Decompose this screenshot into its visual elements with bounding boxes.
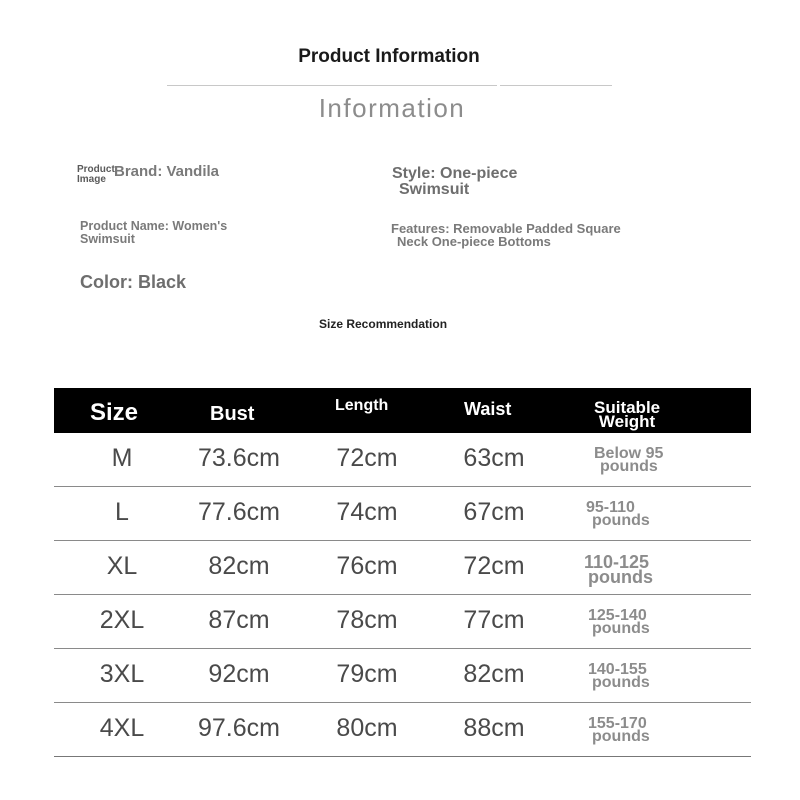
cell-length: 74cm: [336, 498, 398, 526]
cell-weight-range: 95-110: [586, 499, 635, 516]
cell-length: 72cm: [336, 444, 398, 472]
information-subtitle: Information: [318, 93, 466, 123]
cell-size: 4XL: [99, 714, 145, 742]
cell-bust: 73.6cm: [198, 444, 280, 472]
brand-text: Brand: Vandila: [114, 163, 220, 180]
style-text: [392, 166, 517, 198]
style-line1: Style: One-piece: [392, 165, 518, 182]
style-line2: Swimsuit: [399, 181, 470, 198]
cell-weight-unit: pounds: [592, 674, 650, 691]
cell-bust: 82cm: [208, 552, 270, 580]
cell-length: 76cm: [336, 552, 398, 580]
cell-weight-range: 155-170: [588, 715, 647, 732]
header-length: Length: [335, 397, 389, 414]
cell-waist: 63cm: [463, 444, 525, 472]
table-row: [54, 649, 751, 703]
size-table: [54, 388, 751, 757]
cell-bust: 87cm: [208, 606, 270, 634]
cell-weight-range: 110-125: [584, 552, 650, 572]
header-suitable-weight: [594, 398, 661, 431]
product-name-text: [80, 220, 280, 245]
title-divider-right: [500, 85, 612, 86]
cell-weight: [584, 501, 704, 527]
cell-length: 78cm: [336, 606, 398, 634]
cell-waist: 82cm: [463, 660, 525, 688]
size-recommendation-heading: Size Recommendation: [319, 317, 448, 331]
features-line2: Neck One-piece Bottoms: [397, 234, 551, 249]
cell-weight: [584, 447, 704, 473]
cell-size: L: [115, 498, 129, 526]
cell-weight-unit: pounds: [592, 620, 650, 637]
cell-weight: [584, 663, 704, 689]
cell-size: M: [111, 444, 133, 472]
header-weight-line1: Suitable: [594, 398, 661, 417]
cell-waist: 72cm: [463, 552, 525, 580]
product-name-line1: Product Name: Women's: [80, 219, 228, 233]
table-row: [54, 433, 751, 487]
cell-size: XL: [106, 552, 138, 580]
header-bust: Bust: [210, 403, 255, 425]
cell-weight-unit: pounds: [600, 458, 658, 475]
product-image-label-line2: Image: [77, 174, 106, 185]
table-row: [54, 487, 751, 541]
cell-length: 80cm: [336, 714, 398, 742]
cell-weight: [584, 717, 704, 743]
title-divider-left: [167, 85, 497, 86]
product-image-label-line1: Product: [77, 164, 115, 175]
cell-bust: 92cm: [208, 660, 270, 688]
cell-waist: 77cm: [463, 606, 525, 634]
features-line1: Features: Removable Padded Square: [391, 221, 621, 236]
cell-weight-range: 140-155: [588, 661, 647, 678]
size-table-header: [54, 388, 751, 433]
header-weight-line2: Weight: [598, 412, 656, 431]
cell-weight-range: Below 95: [594, 445, 664, 462]
cell-size: 2XL: [99, 606, 145, 634]
cell-weight-unit: pounds: [592, 512, 650, 529]
product-info-title: Product Information: [298, 46, 480, 67]
cell-weight-range: 125-140: [588, 607, 647, 624]
cell-size: 3XL: [99, 660, 145, 688]
cell-length: 79cm: [336, 660, 398, 688]
cell-waist: 88cm: [463, 714, 525, 742]
cell-weight-unit: pounds: [592, 728, 650, 745]
cell-weight-unit: pounds: [588, 567, 653, 587]
product-name-line2: Swimsuit: [80, 231, 135, 246]
table-row: [54, 541, 751, 595]
header-waist: Waist: [464, 399, 512, 419]
header-size: Size: [90, 399, 139, 426]
cell-weight: [584, 552, 704, 587]
features-text: [391, 222, 771, 248]
cell-bust: 97.6cm: [198, 714, 280, 742]
cell-waist: 67cm: [463, 498, 525, 526]
color-text: Color: Black: [80, 272, 187, 292]
cell-bust: 77.6cm: [198, 498, 280, 526]
cell-weight: [584, 609, 704, 635]
table-row: [54, 595, 751, 649]
table-row: [54, 703, 751, 757]
